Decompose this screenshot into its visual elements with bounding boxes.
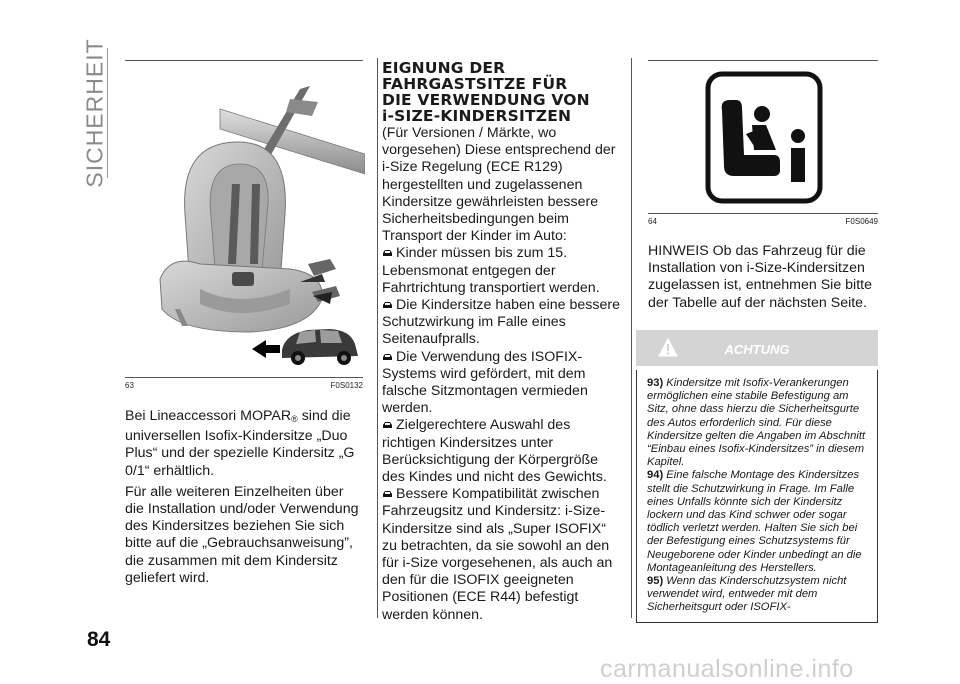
- car-bullet-icon: [382, 353, 393, 362]
- car-bullet-icon: [382, 421, 393, 430]
- column2-text: [382, 125, 624, 624]
- heading-line: FAHRGASTSITZE FÜR: [382, 75, 568, 93]
- figure64-top-rule: [648, 60, 878, 61]
- list-item: Bessere Kompatibilität zwischen Fahrzeugsitz und Kindersitz: i-Size-Kindersitze sind als „Super ISOFIX“ zu betrachten, da sie sowohl an den für i-Size vorgesehenen, als auch an den für die ISOFIX geeigneten Positionen (ECE R44) befestigt werden können.: [382, 486, 613, 623]
- warning-list: [647, 377, 872, 615]
- figure63-top-rule: [125, 60, 363, 61]
- column1-paragraph1: Bei Lineaccessori MOPAR® sind die universellen Isofix-Kindersitze „Duo Plus“ und der spezielle Kindersitz „G 0/1“ erhältlich.: [125, 408, 355, 479]
- heading-line: i-SIZE-KINDERSITZEN: [382, 107, 572, 125]
- column-divider-2: [631, 58, 632, 618]
- intro-paragraph: (Für Versionen / Märkte, wo vorgesehen) Diese entsprechend der i-Size Regelung (ECE R129) hergestellten und zugelassenen Kindersitze gewährleisten bessere Sicherheitsbedingungen beim Transport der Kinder im Auto:: [382, 125, 616, 245]
- car-bullet-icon: [382, 301, 393, 310]
- warning-item: 95) Wenn das Kinderschutzsystem nicht verwendet wird, entweder mit dem Sicherheitsgurt oder ISOFIX-: [647, 575, 847, 614]
- section-heading: [382, 60, 627, 124]
- figure63-code: F0S0132: [330, 381, 363, 390]
- list-item: Die Verwendung des ISOFIX-Systems wird gefördert, mit dem falsche Sitzmontagen vermieden werden.: [382, 348, 588, 417]
- column1-text: [125, 408, 365, 591]
- figure64-number: 64: [648, 217, 657, 226]
- warning-box-header: [636, 330, 878, 366]
- figure63-number: 63: [125, 381, 134, 390]
- list-item: Kinder müssen bis zum 15. Lebensmonat entgegen der Fahrtrichtung transportiert werden.: [382, 245, 600, 296]
- car-bullet-icon: [382, 249, 393, 258]
- figure64-bottom-rule: [648, 213, 878, 214]
- figure64-code: F0S0649: [845, 217, 878, 226]
- heading-line: DIE VERWENDUNG VON: [382, 91, 590, 109]
- warning-box-title: ACHTUNG: [724, 342, 790, 357]
- list-item: Die Kindersitze haben eine bessere Schutzwirkung im Falle eines Seitenaufpralls.: [382, 297, 620, 348]
- registered-mark-icon: ®: [291, 414, 298, 424]
- page-number: 84: [87, 628, 111, 651]
- watermark: carmanualsonline.info: [600, 655, 854, 683]
- figure63-bottom-rule: [125, 377, 363, 378]
- note-paragraph: HINWEIS Ob das Fahrzeug für die Installation von i-Size-Kindersitzen zugelassen ist, entnehmen Sie bitte der Tabelle auf der nächsten Seite.: [648, 243, 872, 311]
- heading-line: EIGNUNG DER: [382, 59, 506, 77]
- car-bullet-icon: [382, 490, 393, 499]
- figure64-isize-seat-symbol: [704, 70, 824, 205]
- side-title-rule: [107, 48, 108, 178]
- column-divider-1: [377, 58, 378, 618]
- list-item: Zielgerechtere Auswahl des richtigen Kindersitzes unter Berücksichtigung der Körpergröße des Kindes und nicht des Gewichts.: [382, 417, 607, 486]
- warning-item: 93) Kindersitze mit Isofix-Verankerungen ermöglichen eine stabile Befestigung am Sitz, ohne dass hierzu die Sicherheitsgurte des Autos erforderlich sind. Für diese Kindersitze gelten die Angaben im Abschnitt “Einbau eines Isofix-Kindersitzes” in diesem Kapitel.: [647, 377, 866, 469]
- warning-item: 94) Eine falsche Montage des Kindersitzes stellt die Schutzwirkung in Frage. Im Falle eines Unfalls könnte sich der Kindersitz lockern und das Kind schwer oder sogar tödlich verletzt werden. Halten Sie sich bei der Befestigung eines Schutzsystems für Neugeborene oder Kinder unbedingt an die Montageanleitung des Herstellers.: [647, 469, 862, 574]
- figure63-child-seat-illustration: [140, 64, 365, 374]
- column1-paragraph2: Für alle weiteren Einzelheiten über die Installation und/oder Verwendung des Kindersitzes beziehen Sie sich bitte auf die „Gebrauchsanweisung”, die zusammen mit dem Kindersitz geliefert wird.: [125, 483, 359, 586]
- section-side-title: SICHERHEIT: [81, 38, 108, 188]
